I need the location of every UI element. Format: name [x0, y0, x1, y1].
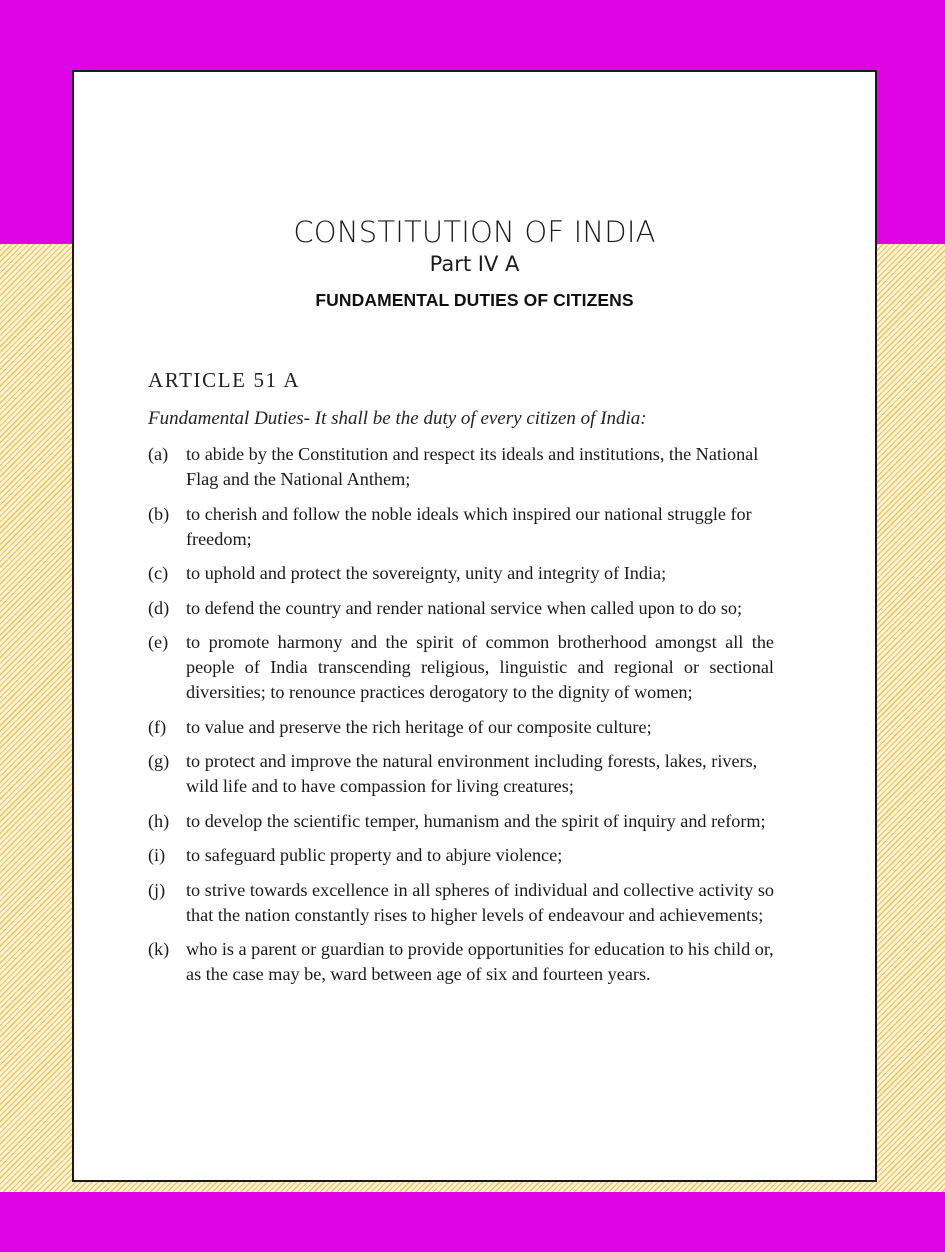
duty-label: (g): [148, 751, 170, 771]
duty-label: (f): [148, 716, 167, 737]
duty-item-j: [148, 878, 774, 928]
duty-label: (a): [148, 444, 169, 464]
duty-text: who is a parent or guardian to provide opportunities for education to his child or, as the case may be, ward between age of six and fourteen years.: [186, 939, 774, 984]
duty-item-g: [148, 749, 774, 799]
duty-label: (h): [148, 810, 170, 831]
duty-item-k: [148, 937, 774, 987]
duty-text: to promote harmony and the spirit of common brotherhood amongst all the people of India transcending religious, linguistic and regional or sectional diversities; to renounce practices derogatory to the dignity of women;: [186, 632, 774, 702]
duty-text: to safeguard public property and to abjure violence;: [186, 845, 563, 865]
duty-item-e: [148, 630, 774, 705]
duty-label: (b): [148, 503, 170, 524]
duty-label: (e): [148, 632, 169, 652]
part-subtitle: Part IV A: [429, 252, 520, 276]
duty-text: to protect and improve the natural environment including forests, lakes, rivers, wild life and to have compassion for living creatures;: [186, 751, 758, 796]
duty-label: (d): [148, 597, 170, 618]
duties-list: [148, 442, 774, 997]
duty-item-d: [148, 596, 774, 621]
article-heading: ARTICLE 51 A: [148, 368, 301, 392]
duty-item-b: [148, 502, 774, 552]
duty-label: (j): [148, 879, 166, 900]
section-heading: FUNDAMENTAL DUTIES OF CITIZENS: [315, 290, 634, 310]
duty-item-i: [148, 843, 774, 868]
page-title: CONSTITUTION OF INDIA: [293, 215, 656, 249]
duty-label: (c): [148, 563, 169, 583]
duty-text: to defend the country and render national service when called upon to do so;: [186, 597, 743, 618]
duty-text: to abide by the Constitution and respect its ideals and institutions, the National Flag and the National Anthem;: [186, 444, 759, 489]
intro-text: Fundamental Duties- It shall be the duty of every citizen of India:: [148, 408, 647, 429]
duty-item-f: [148, 715, 774, 740]
duty-label: (k): [148, 939, 170, 959]
duty-item-c: [148, 561, 774, 586]
duty-text: to develop the scientific temper, humanism and the spirit of inquiry and reform;: [186, 810, 766, 831]
bottom-magenta-band: [0, 1192, 945, 1252]
duty-text: to value and preserve the rich heritage of our composite culture;: [186, 716, 652, 737]
duty-text: to strive towards excellence in all spheres of individual and collective activity so that the nation constantly rises to higher levels of endeavour and achievements;: [186, 879, 774, 925]
heading-block: [74, 214, 875, 311]
duty-text: to uphold and protect the sovereignty, unity and integrity of India;: [186, 563, 667, 583]
duty-item-h: [148, 809, 774, 834]
document-page: [72, 70, 877, 1182]
duty-label: (i): [148, 845, 166, 865]
duty-item-a: [148, 442, 774, 492]
duty-text: to cherish and follow the noble ideals which inspired our national struggle for freedom;: [186, 503, 752, 549]
